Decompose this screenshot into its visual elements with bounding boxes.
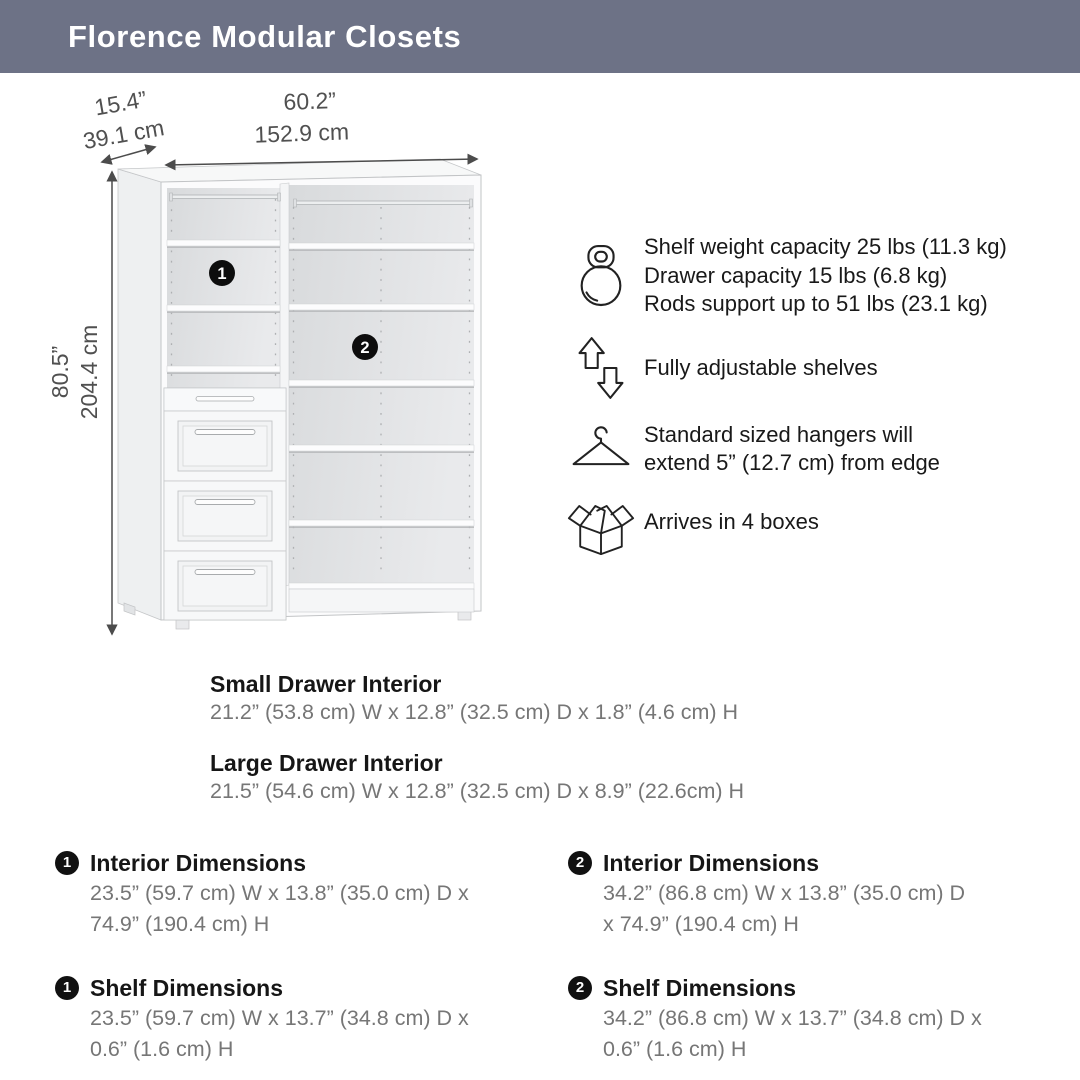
section-marker-1 bbox=[209, 260, 235, 286]
large-drawer-spec bbox=[210, 750, 910, 805]
drawer-interior-specs bbox=[210, 671, 910, 805]
height-inches-label: 80.5” bbox=[47, 345, 73, 399]
feature-boxes bbox=[558, 487, 819, 557]
large-drawer-dimensions: 21.5” (54.6 cm) W x 12.8” (32.5 cm) D x 8.9” (22.6cm) H bbox=[210, 779, 745, 803]
width-cm-label: 152.9 cm bbox=[253, 118, 350, 148]
large-drawer-3 bbox=[164, 551, 286, 620]
svg-text:2: 2 bbox=[360, 339, 370, 357]
feature-adjustable-shelves bbox=[558, 334, 878, 402]
feature-adjustable-shelves-text: Fully adjustable shelves bbox=[644, 354, 878, 380]
depth-inches-label: 15.4” bbox=[92, 85, 149, 121]
marker-2-badge: 2 bbox=[568, 976, 592, 1000]
interior-dimensions-2: 2 Interior Dimensions 34.2” (86.8 cm) W x 13.8” (35.0 cm) D x 74.9” (190.4 cm) H bbox=[568, 848, 1068, 940]
drawer-unit bbox=[164, 388, 286, 620]
svg-text:1: 1 bbox=[217, 265, 227, 283]
large-drawer-2 bbox=[164, 481, 286, 551]
spec-title: Interior Dimensions bbox=[90, 850, 306, 876]
depth-cm-label: 39.1 cm bbox=[81, 114, 167, 155]
small-drawer-title: Small Drawer Interior bbox=[210, 671, 442, 697]
large-drawer-1 bbox=[164, 411, 286, 481]
shelf-dimensions-2: 2 Shelf Dimensions 34.2” (86.8 cm) W x 13.7” (34.8 cm) D x 0.6” (1.6 cm) H bbox=[568, 973, 1068, 1065]
width-inches-label: 60.2” bbox=[283, 87, 337, 115]
marker-1-badge: 1 bbox=[55, 851, 79, 875]
feature-weight-capacity-text: Shelf weight capacity 25 lbs (11.3 kg) Drawer capacity 15 lbs (6.8 kg) Rods support up to 51 lbs (23.1 kg) bbox=[644, 234, 1007, 317]
interior-dimensions-1: 1 Interior Dimensions 23.5” (59.7 cm) W x 13.8” (35.0 cm) D x 74.9” (190.4 cm) H bbox=[55, 848, 555, 940]
spec-title: Shelf Dimensions bbox=[90, 975, 283, 1001]
adjustable-arrows-icon bbox=[558, 334, 644, 402]
section-marker-2 bbox=[352, 334, 378, 360]
header-bar bbox=[0, 0, 1080, 73]
marker-1-badge: 1 bbox=[55, 976, 79, 1000]
hanger-icon bbox=[558, 426, 644, 472]
spec-title: Interior Dimensions bbox=[603, 850, 819, 876]
spec-title: Shelf Dimensions bbox=[603, 975, 796, 1001]
page-title: Florence Modular Closets bbox=[68, 18, 462, 54]
large-drawer-title: Large Drawer Interior bbox=[210, 750, 443, 776]
small-drawer-dimensions: 21.2” (53.8 cm) W x 12.8” (32.5 cm) D x 1.8” (4.6 cm) H bbox=[210, 700, 739, 724]
height-cm-label: 204.4 cm bbox=[76, 324, 102, 420]
cabinet-interior bbox=[164, 183, 474, 620]
kettlebell-icon bbox=[558, 240, 644, 312]
closet-illustration bbox=[40, 85, 510, 670]
feature-hangers bbox=[558, 418, 940, 480]
feature-hangers-text: Standard sized hangers will extend 5” (12.7 cm) from edge bbox=[644, 421, 940, 475]
small-drawer-spec bbox=[210, 671, 910, 726]
shelf-dimensions-1: 1 Shelf Dimensions 23.5” (59.7 cm) W x 13.7” (34.8 cm) D x 0.6” (1.6 cm) H bbox=[55, 973, 555, 1065]
closet-diagram bbox=[40, 85, 510, 670]
feature-weight-capacity bbox=[558, 230, 1007, 322]
feature-boxes-text: Arrives in 4 boxes bbox=[644, 508, 819, 534]
marker-2-badge: 2 bbox=[568, 851, 592, 875]
box-icon bbox=[558, 488, 644, 556]
